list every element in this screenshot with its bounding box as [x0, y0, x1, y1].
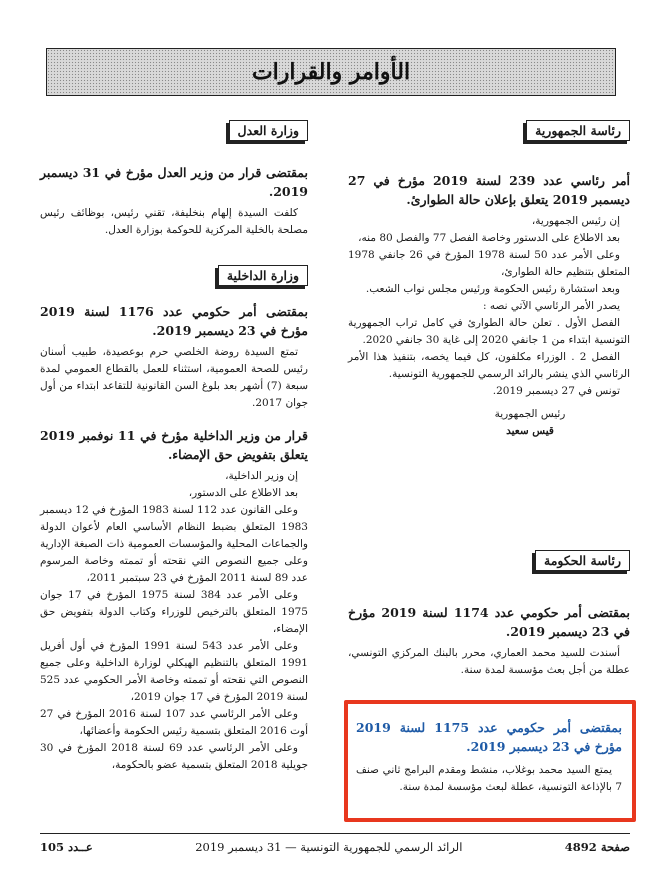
highlighted-decree-text: يمتع السيد محمد بوغلاب، منشط ومقدم البرامج ثاني صنف 7 بالإذاعة التونسية، عطلة لبعث مؤسسة لمدة سنة. — [356, 764, 622, 793]
presidency-section — [348, 120, 630, 440]
decree-line: بعد الاطلاع على الدستور وخاصة الفصل 77 والفصل 80 منه، — [358, 232, 620, 244]
government-decree-title: بمقتضى أمر حكومي عدد 1174 لسنة 2019 مؤرخ في 23 ديسمبر 2019. — [348, 605, 630, 639]
left-column — [40, 110, 308, 820]
section-title: الأوامر والقرارات — [251, 59, 411, 85]
decree-article: الفصل 2 . الوزراء مكلفون، كل فيما يخصه، بتنفيذ هذا الأمر الرئاسي الذي ينشر بالرائد الرسمي للجمهورية التونسية. — [348, 351, 630, 380]
presidential-decree-title: أمر رئاسي عدد 239 لسنة 2019 مؤرخ في 27 ديسمبر 2019 يتعلق بإعلان حالة الطوارئ. — [348, 173, 630, 207]
decision-line: إن وزير الداخلية، — [225, 470, 298, 482]
decision-line: وعلى الأمر الرئاسي عدد 107 لسنة 2016 المؤرخ في 27 أوت 2016 المتعلق بتسمية رئيس الحكومة وأعضائها، — [40, 708, 308, 737]
interior-decree-text: تمتع السيدة روضة الخلصي حرم بوعصيدة، طبيب أسنان رئيس للصحة العمومية، استثناء للعمل بالقطاع العمومي لمدة سبعة (7) أشهر بعد بلوغ السن القانونية للتقاعد ابتداء من أول جوان 2017. — [40, 346, 308, 409]
decree-line: وعلى الأمر عدد 50 لسنة 1978 المؤرخ في 26 جانفي 1978 المتعلق بتنظيم حالة الطوارئ، — [348, 249, 630, 278]
highlighted-decree-title: بمقتضى أمر حكومي عدد 1175 لسنة 2019 مؤرخ في 23 ديسمبر 2019. — [356, 720, 622, 754]
page-number: صفحة 4892 — [564, 840, 630, 854]
justice-section — [40, 120, 308, 239]
interior-section — [40, 265, 308, 774]
justice-decision-text: كلفت السيدة إلهام بنخليفة، تقني رئيس، بوظائف رئيس مصلحة بالخلية المركزية للحوكمة بوزارة العدل. — [40, 207, 308, 236]
page-footer — [40, 840, 630, 854]
decree-line: إن رئيس الجمهورية، — [531, 215, 620, 227]
decision-line: بعد الاطلاع على الدستور، — [188, 487, 298, 499]
footer-rule — [40, 833, 630, 834]
government-decree-text: أسندت للسيد محمد العماري، محرر بالبنك المركزي التونسي، عطلة من أجل بعث مؤسسة لمدة سنة. — [348, 647, 630, 676]
decision-line: وعلى الأمر عدد 543 لسنة 1991 المؤرخ في أول أفريل 1991 المتعلق بالتنظيم الهيكلي لوزارة الداخلية وعلى جميع النصوص التي نقحته أو تممته وخاصة الأمر الحكومي عدد 525 لسنة 2019 المؤرخ في 17 جوان 2019، — [40, 640, 308, 703]
signature-title: رئيس الجمهورية — [494, 408, 566, 420]
decree-date: تونس في 27 ديسمبر 2019. — [492, 385, 620, 397]
section-banner — [46, 48, 616, 96]
interior-decision-title: قرار من وزير الداخلية مؤرخ في 11 نوفمبر 2019 يتعلق بتفويض حق الإمضاء. — [40, 428, 308, 462]
interior-box: وزارة الداخلية — [218, 265, 308, 286]
decision-line: وعلى الأمر الرئاسي عدد 69 لسنة 2018 المؤرخ في 30 جويلية 2018 المتعلق بتسمية عضو بالحكومة، — [40, 742, 308, 771]
decree-article: الفصل الأول . تعلن حالة الطوارئ في كامل تراب الجمهورية التونسية ابتداء من 1 جانفي 2020 إلى غاية 30 جانفي 2020. — [348, 317, 630, 346]
issue-number: عــدد 105 — [40, 840, 93, 854]
decree-line: يصدر الأمر الرئاسي الآتي نصه : — [483, 300, 620, 312]
decree-line: وبعد استشارة رئيس الحكومة ورئيس مجلس نواب الشعب. — [365, 283, 620, 295]
highlight-frame — [344, 700, 636, 822]
decision-line: وعلى القانون عدد 112 لسنة 1983 المؤرخ في 12 ديسمبر 1983 المتعلق بضبط النظام الأساسي العام لأعوان الدولة والجماعات المحلية والمؤسسات العمومية ذات الصبغة الإدارية وعلى جميع النصوص التي نقحته أو تممته وخاصة المرسوم عدد 89 لسنة 2011 المؤرخ في 23 سبتمبر 2011، — [40, 504, 308, 584]
justice-decision-title: بمقتضى قرار من وزير العدل مؤرخ في 31 ديسمبر 2019. — [40, 165, 309, 199]
justice-box: وزارة العدل — [229, 120, 308, 141]
government-section — [348, 550, 630, 679]
interior-decree-title: بمقتضى أمر حكومي عدد 1176 لسنة 2019 مؤرخ في 23 ديسمبر 2019. — [40, 304, 308, 338]
journal-name: الرائد الرسمي للجمهورية التونسية — 31 ديسمبر 2019 — [195, 840, 463, 854]
decision-line: وعلى الأمر عدد 384 لسنة 1975 المؤرخ في 17 جوان 1975 المتعلق بالترخيص للوزراء وكتاب الدولة بتفويض حق الإمضاء، — [40, 589, 308, 635]
presidency-box: رئاسة الجمهورية — [526, 120, 630, 141]
government-box: رئاسة الحكومة — [535, 550, 630, 571]
signature-name: قيس سعيد — [506, 425, 554, 437]
